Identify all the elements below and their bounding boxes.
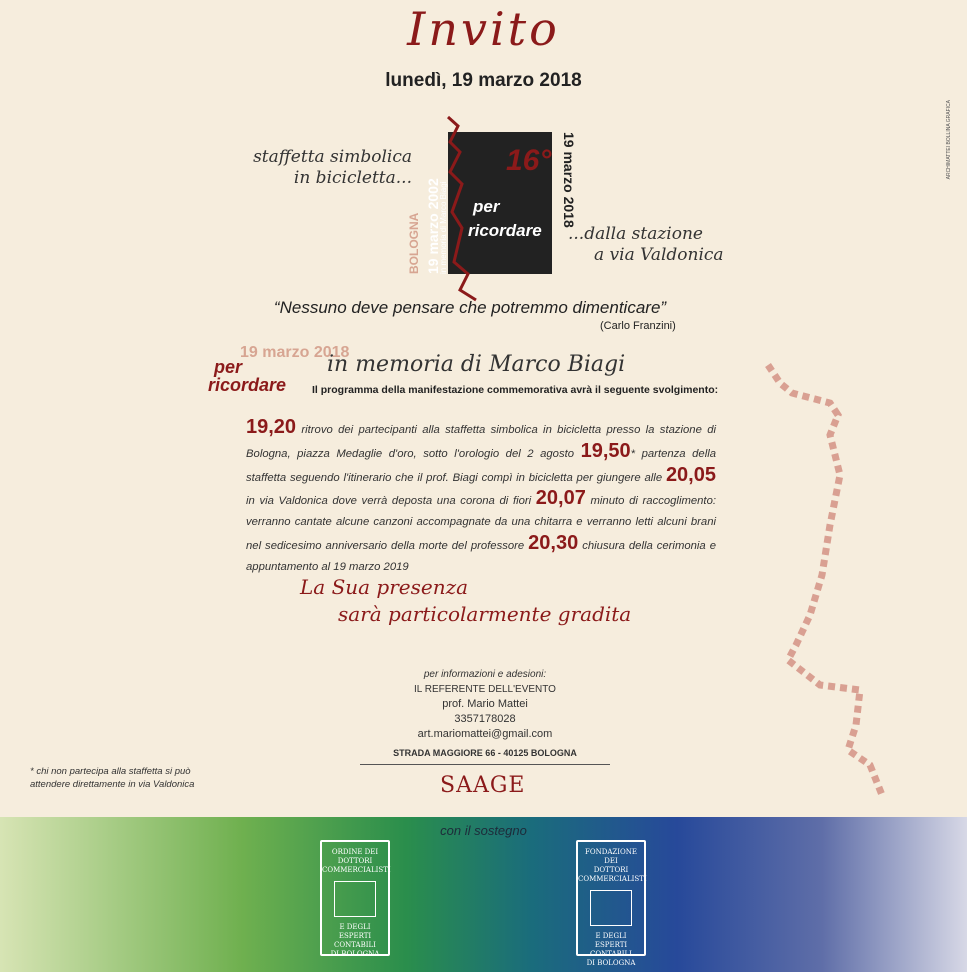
quote-author: (Carlo Franzini) — [600, 320, 676, 332]
badge1-line4: E DEGLI — [339, 923, 371, 931]
logo-right-date: 19 marzo 2018 — [561, 132, 577, 228]
time-2: 19,50 — [580, 439, 631, 462]
left-tagline — [222, 147, 412, 189]
badge2-line4: E DEGLI — [595, 932, 627, 940]
per-ricordare-logo — [398, 112, 578, 302]
closing-line2: sarà particolarmente gradita — [338, 602, 632, 626]
program-text-1: ritrovo dei partecipanti alla staffetta simbolica in bicicletta presso la stazione di Bologna, piazza Medaglie d'oro, sotto l'orologio del 2 agosto — [246, 424, 716, 460]
program-text-5: chiusura della cerimonia e appuntamento al 19 marzo 2019 — [246, 539, 716, 573]
program-text-4: minuto di raccoglimento: verranno cantate alcune canzoni accompagnate da una chitarra e verranno letti alcuni brani nel sedicesimo anniversario della morte del professore — [246, 495, 716, 552]
program-per-ricordare — [208, 357, 287, 395]
badge2-line5: ESPERTI CONTABILI — [590, 941, 632, 958]
contact-info — [360, 667, 610, 765]
invito-title: Invito — [407, 2, 560, 56]
sostegno-label: con il sostegno — [440, 823, 527, 838]
badge2-line3: COMMERCIALISTI — [578, 875, 647, 883]
info-email[interactable]: art.mariomattei@gmail.com — [417, 728, 553, 740]
footer-band — [0, 817, 967, 972]
badge1-line1: ORDINE DEI — [331, 848, 379, 856]
quote-text: “Nessuno deve pensare che potremmo dimenticare” — [273, 298, 667, 317]
info-name: prof. Mario Mattei — [442, 698, 528, 710]
program-memoria: in memoria di Marco Biagi — [327, 352, 626, 377]
fondazione-commercialisti-logo — [576, 840, 647, 967]
logo-city: BOLOGNA — [407, 212, 421, 274]
building-icon — [590, 890, 632, 926]
time-4: 20,07 — [535, 487, 586, 510]
right-tagline — [568, 224, 738, 266]
time-1: 19,20 — [246, 416, 297, 438]
right-tagline-line1: ...dalla stazione — [568, 224, 703, 244]
logo-left-date: 19 marzo 2002 — [425, 178, 441, 274]
badge2-line2: DOTTORI — [593, 866, 629, 874]
closing-line1: La Sua presenza — [300, 575, 469, 599]
ordine-commercialisti-logo — [320, 840, 390, 956]
info-intro: per informazioni e adesioni: — [423, 669, 547, 680]
side-credit: ARCHIMATTEI BOLLINA GRAFICA — [946, 100, 952, 180]
time-3: 20,05 — [665, 463, 716, 486]
saage-logo: SAAGE — [440, 773, 526, 798]
right-tagline-line2: a via Valdonica — [594, 245, 724, 265]
badge1-line3: COMMERCIALISTI — [322, 866, 391, 874]
info-phone: 3357178028 — [454, 713, 516, 725]
badge2-line1: FONDAZIONE DEI — [585, 848, 637, 865]
info-referente: IL REFERENTE DELL'EVENTO — [414, 684, 556, 695]
footnote: * chi non partecipa alla staffetta si può attendere direttamente in via Valdonica — [30, 766, 195, 790]
program-intro: Il programma della manifestazione commemorativa avrà il seguente svolgimento: — [312, 384, 719, 396]
dashed-route-decoration — [760, 355, 900, 805]
program-star: * — [630, 447, 636, 460]
book-icon — [334, 881, 376, 917]
info-address: STRADA MAGGIORE 66 - 40125 BOLOGNA — [360, 744, 610, 765]
badge1-line5: ESPERTI CONTABILI — [334, 932, 376, 949]
program-text-3: in via Valdonica dove verrà deposta una corona di fiori — [246, 495, 536, 508]
time-5: 20,30 — [528, 531, 579, 554]
logo-per: per — [473, 197, 500, 216]
logo-number: 16° — [506, 144, 552, 177]
event-date: lunedì, 19 marzo 2018 — [385, 70, 582, 91]
badge1-line2: DOTTORI — [337, 857, 373, 865]
program-text-2: partenza della staffetta seguendo l'itinerario che il prof. Biagi compì in bicicletta per giungere alle — [246, 447, 716, 484]
program-per: per — [214, 357, 243, 377]
left-tagline-line1: staffetta simbolica — [253, 147, 412, 167]
logo-memoria: in memoria di Marco Biagi — [439, 181, 448, 274]
program-ricordare: ricordare — [208, 375, 287, 395]
badge2-line6: DI BOLOGNA — [586, 959, 636, 967]
program-small-date: 19 marzo 2018 — [240, 344, 350, 361]
logo-ricordare: ricordare — [468, 221, 542, 240]
program-body — [246, 417, 716, 578]
badge1-line6: DI BOLOGNA — [330, 950, 380, 958]
closing-text — [300, 574, 631, 628]
left-tagline-line2: in bicicletta... — [293, 168, 412, 188]
